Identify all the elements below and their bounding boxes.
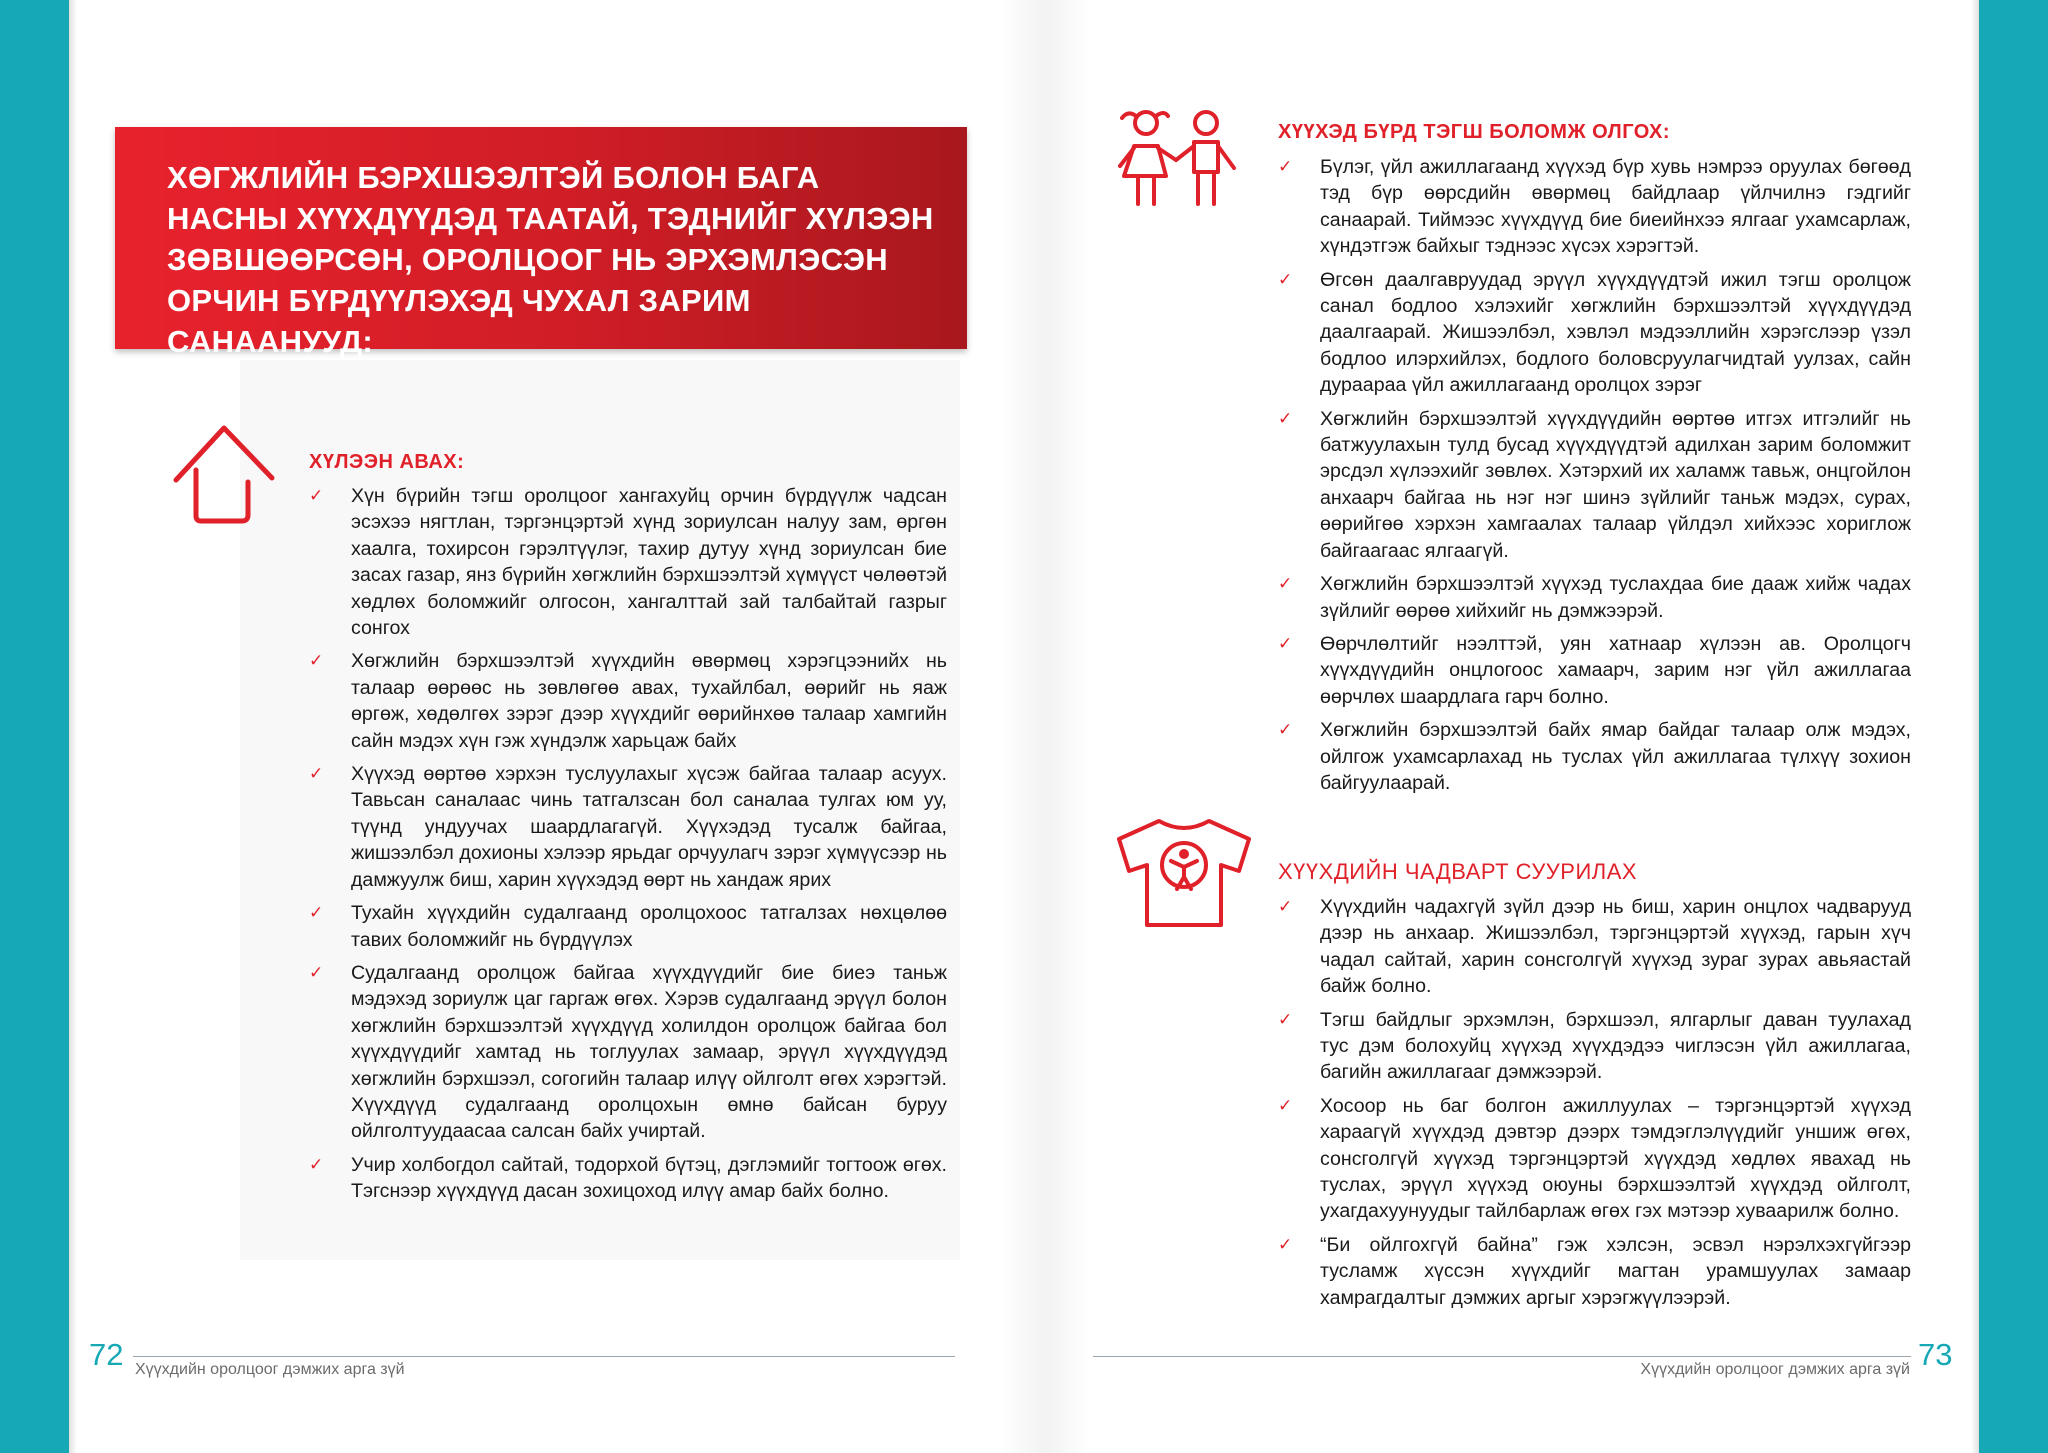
list-item: ✓ Хүүхдийн чадахгүй зүйл дээр нь биш, харин онцлох чадварууд дээр нь анхаар. Жишээлбэл, тэргэнцэртэй хүүхэд, гарын хүч чадал сайтай, харин сонсголгүй хүүхэд зураг зурах авьяастай байж болно. [1278, 896, 1911, 998]
banner-title: ХӨГЖЛИЙН БЭРХШЭЭЛТЭЙ БОЛОН БАГА НАСНЫ ХҮҮХДҮҮДЭД ТААТАЙ, ТЭДНИЙГ ХҮЛЭЭН ЗӨВШӨӨРСӨН, ОРОЛЦООГ НЬ ЭРХЭМЛЭСЭН ОРЧИН БҮРДҮҮЛЭХЭД ЧУХАЛ ЗАРИМ САНААНУУД: [167, 160, 934, 359]
list-item: ✓ Учир холбогдол сайтай, тодорхой бүтэц, дэглэмийг тогтоож өгөх. Тэгснээр хүүхдүүд дасан зохицоход илүү амар байх болно. [309, 1153, 947, 1203]
list-item: ✓ Тэгш байдлыг эрхэмлэн, бэрхшээл, ялгарлыг даван туулахад тус дэм болохуйц хүүхэд хүүхдэдээ чиглэсэн үйл ажиллагаа, багийн ажиллагааг дэмжээрэй. [1278, 1008, 1911, 1084]
check-icon: ✓ [1278, 1234, 1293, 1254]
check-icon: ✓ [309, 486, 324, 505]
equal-opportunity-checklist [1278, 154, 1911, 803]
left-teal-margin [0, 0, 69, 1453]
check-icon: ✓ [309, 651, 324, 671]
list-item: ✓ Өөрчлөлтийг нээлттэй, уян хатнаар хүлээн ав. Оролцогч хүүхдүүдийн онцлогоос хамаарч, зарим нэг үйл ажиллагаа өөрчлөх шаардлага гарч болно. [1278, 632, 1911, 708]
list-item: ✓ Хөгжлийн бэрхшээлтэй байх ямар байдаг талаар олж мэдэх, ойлгож ухамсарлахад нь туслах үйл ажиллагаа түлхүү зохион байгуулаарай. [1278, 719, 1911, 794]
list-item: ✓ Хөгжлийн бэрхшээлтэй хүүхэд туслахдаа бие дааж хийж чадах зүйлийг өөрөө хийхийг нь дэмжээрэй. [1278, 573, 1911, 622]
list-item: ✓ Хүүхэд өөртөө хэрхэн туслуулахыг хүсэж байгаа талаар асуух. Тавьсан саналаас чинь татгалзсан бол саналаа тулгах юм уу, түүнд ундуучах шаардлагагүй. Хүүхэдэд тусалж байгаа, жишээлбэл дохионы хэлээр ярьдаг орчуулагч зэрэг хүмүүсээр нь дамжуулж биш, харин хүүхэдэд өөрт нь хандаж ярих [309, 763, 947, 891]
footer-title-right: Хүүхдийн оролцоог дэмжих арга зүй [1640, 1361, 1910, 1378]
section-title-equal-opportunity: ХҮҮХЭД БҮРД ТЭГШ БОЛОМЖ ОЛГОХ: [1278, 121, 1671, 143]
check-icon: ✓ [309, 962, 324, 982]
check-icon: ✓ [1278, 408, 1293, 428]
list-item: ✓ Өгсөн даалгавруудад эрүүл хүүхдүүдтэй ижил тэгш оролцож санал бодлоо хэлэхийг хөгжлийн бэрхшээлтэй хүүхдүүдэд даалгаарай. Жишээлбэл, хэвлэл мэдээллийн хэрэгслээр үзэл бодлоо илэрхийлэх, бодлого боловсруулагчидтай уулзах, сайн дураараа үйл ажиллагаанд оролцох зэрэг [1278, 268, 1911, 397]
list-item: ✓ Тухайн хүүхдийн судалгаанд оролцохоос татгалзах нөхцөлөө тавих боломжийг нь бүрдүүлэх [309, 902, 947, 951]
abilities-checklist [1278, 894, 1911, 1318]
list-item: ✓ Хүн бүрийн тэгш оролцоог хангахуйц орчин бүрдүүлж чадсан эсэхээ нягтлан, тэргэнцэртэй хүнд зориулсан налуу зам, өргөн хаалга, тохирсон гэрэлтүүлэг, тахир дутуу хүнд зориулсан бие засах газар, янз бүрийн хөгжлийн бэрхшээлтэй хүмүүст чөлөөтэй хөдлөх боломжийг олгосон, хангалттай зай талбайтай газрыг сонгох [309, 485, 948, 640]
check-icon: ✓ [1278, 269, 1293, 289]
house-icon [166, 420, 282, 528]
check-icon: ✓ [1278, 1009, 1293, 1029]
check-icon: ✓ [1278, 897, 1293, 916]
footer-divider-left [133, 1356, 955, 1357]
children-icon [1110, 106, 1244, 208]
check-icon: ✓ [309, 764, 324, 784]
footer-title-left: Хүүхдийн оролцоог дэмжих арга зүй [135, 1361, 405, 1378]
list-item: ✓ Бүлэг, үйл ажиллагаанд хүүхэд бүр хувь нэмрээ оруулах бөгөөд тэд бүр өөрсдийн өвөрмөц байдлаар үйлчилнэ гэдгийг санаарай. Тиймээс хүүхдүүд бие биеийнхээ ялгааг ухамсарлаж, хүндэтгэж байхыг тэднээс хүсэх хэрэгтэй. [1278, 156, 1911, 258]
check-icon: ✓ [1278, 1095, 1293, 1115]
list-item: ✓ Хөгжлийн бэрхшээлтэй хүүхдийн өвөрмөц хэрэгцээнийх нь талаар өөрөөс нь зөвлөгөө авах, тухайлбал, өөрийг нь яаж өргөж, хөдөлгөх зэрэг дээр хүүхдийг өөрийнхөө талаар хамгийн сайн мэдэх хүн гэж хүндэлж харьцаж байх [309, 650, 947, 752]
check-icon: ✓ [1278, 574, 1293, 594]
list-item: ✓ Судалгаанд оролцож байгаа хүүхдүүдийг бие биеэ таньж мэдэхэд зориулж цаг гаргаж өгөх. Хэрэв судалгаанд эрүүл болон хөгжлийн бэрхшээлтэй хүүхдүүд холилдон оролцож байгаа бол хүүхдүүдийг хамтад нь тоглуулах замаар, эрүүл хүүхдүүдэд хөгжлийн бэрхшээл, согогийн талаар илүү ойлголт өгөх хэрэгтэй. Хүүхдүүд судалгаанд оролцохын өмнө байсан буруу ойлголтуудаасаа салсан байх учиртай. [309, 961, 947, 1143]
book-spine [1000, 0, 1090, 1453]
check-icon: ✓ [1278, 720, 1293, 740]
check-icon: ✓ [309, 1154, 324, 1174]
check-icon: ✓ [1278, 157, 1293, 176]
check-icon: ✓ [309, 903, 324, 923]
list-item: ✓ Хөгжлийн бэрхшээлтэй хүүхдүүдийн өөртөө итгэх итгэлийг нь батжуулахын тулд бусад хүүхдүүдтэй адилхан зарим боломжит эрсдэл хүлээхийг зөвлөх. Хэтэрхий их халамж тавьж, онцгойлон анхаарч байгаа нь нэг нэг шинэ зүйлийг таньж мэдэх, сурах, өөрийгөө хэрхэн хамгаалах талаар үйлдэл хийхээс хориглож байгаагаас ялгаагүй. [1278, 407, 1911, 562]
tshirt-icon [1113, 815, 1255, 931]
section-title-welcome: ХҮЛЭЭН АВАХ: [309, 451, 465, 473]
right-page-edge [1971, 0, 1979, 1453]
section-title-abilities: ХҮҮХДИЙН ЧАДВАРТ СУУРИЛАХ [1278, 859, 1638, 884]
list-item: ✓ Хосоор нь баг болгон ажиллуулах – тэргэнцэртэй хүүхэд хараагүй хүүхдэд дэвтэр дээрх тэмдэглэлүүдийг уншиж өгөх, сонсголгүй хүүхэд тэргэнцэртэй хүүхдэд хөдлөх явахад нь туслах, эрүүл хүүхэд оюуны бэрхшээлтэй хүүхдэд ойлголт, ухагдахуунуудыг тайлбарлаж өгөх гэх мэтээр хуваарилж болно. [1278, 1094, 1911, 1223]
footer-divider-right [1093, 1356, 1911, 1357]
list-item: ✓ “Би ойлгохгүй байна” гэж хэлсэн, эсвэл нэрэлхэхгүйгээр тусламж хүссэн хүүхдийг магтан урамшуулах замаар хамрагдалтыг дэмжих аргыг хэрэгжүүлээрэй. [1278, 1233, 1911, 1309]
left-page-edge [69, 0, 77, 1453]
page-number-right: 73 [1918, 1337, 1953, 1372]
page-number-left: 72 [89, 1337, 124, 1372]
check-icon: ✓ [1278, 633, 1293, 653]
welcome-checklist [309, 483, 947, 1212]
title-banner [115, 127, 967, 359]
right-teal-margin [1979, 0, 2048, 1453]
